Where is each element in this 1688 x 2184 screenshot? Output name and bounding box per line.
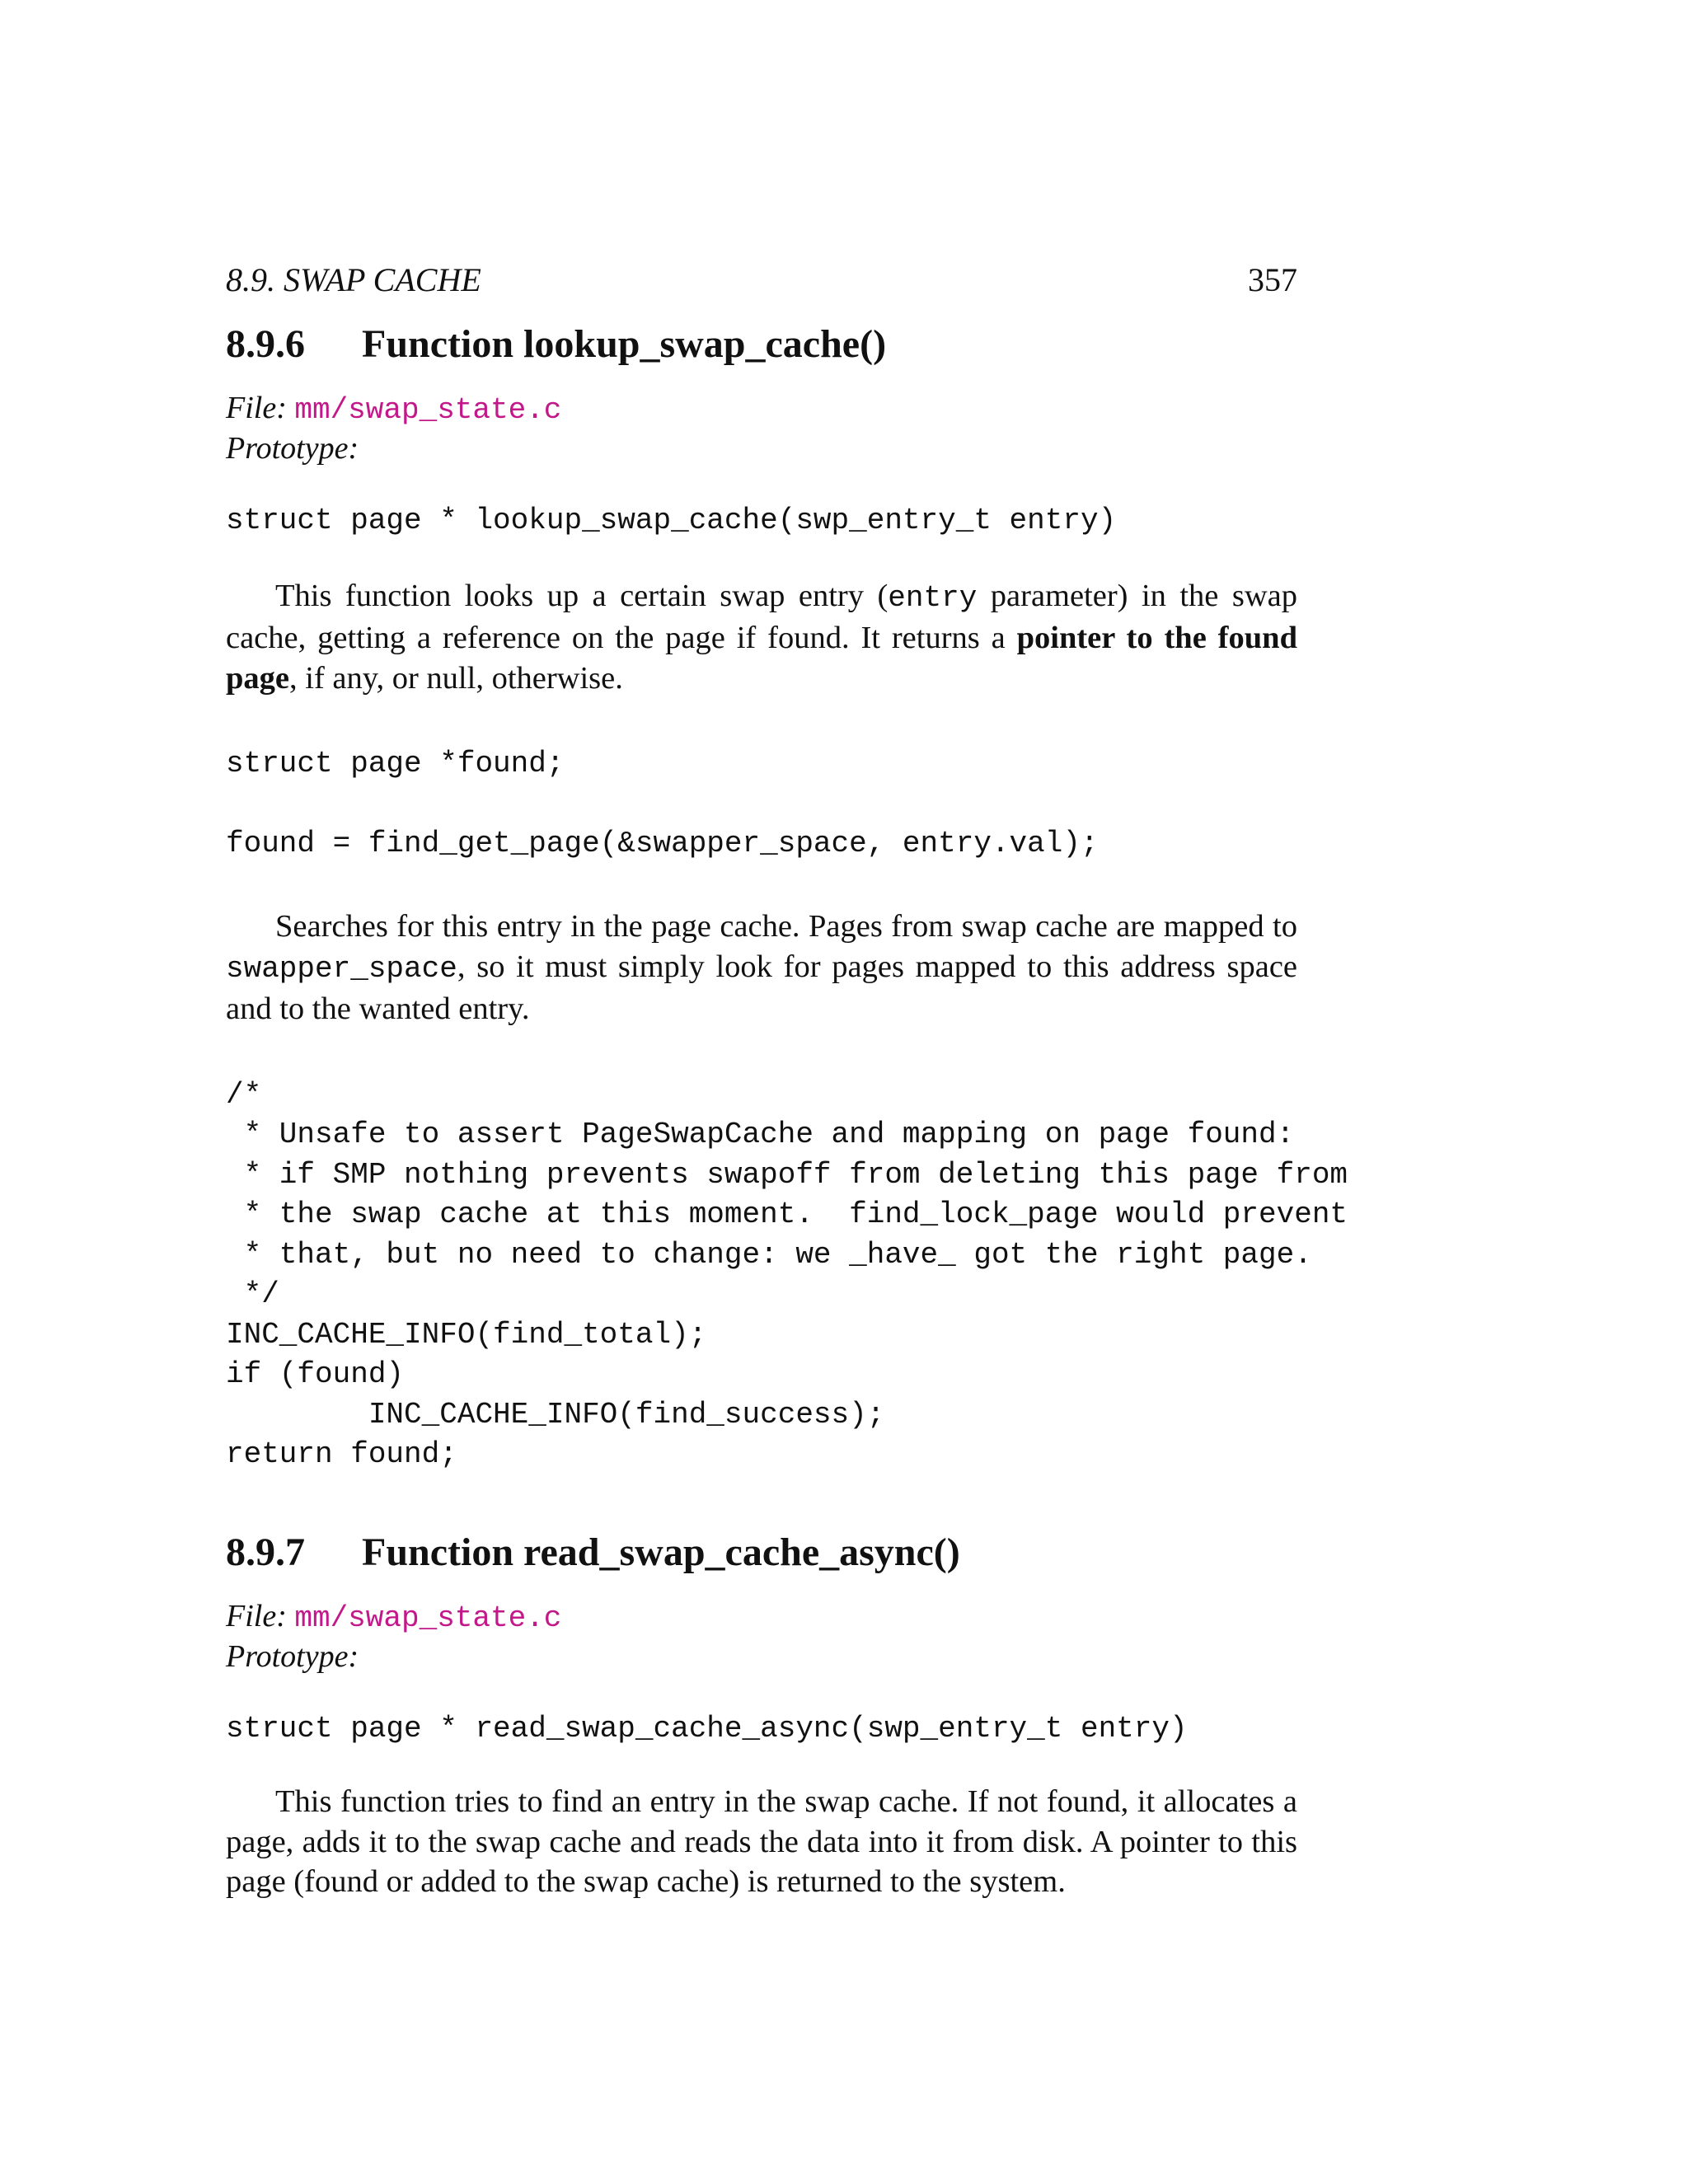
- code-block-comment: /* * Unsafe to assert PageSwapCache and mapping on page found: * if SMP nothing prevents swapoff from deleting this page from * the swap cache at this moment. find_lock_page would prevent * that, but no need to change: we _have_ got the right page. */ INC_CACHE_INFO(find_total); if (found) INC_CACHE_INFO(find_success); return found;: [226, 1077, 1348, 1471]
- description-paragraph: [226, 576, 1297, 699]
- text-run: parameter) in the swap cache, getting a reference on the page if found. It returns a: [226, 578, 1297, 655]
- running-header: [226, 255, 1297, 305]
- prototype-code: struct page * lookup_swap_cache(swp_entry_t entry): [226, 504, 1117, 537]
- file-label: File:: [226, 391, 287, 425]
- inline-code: entry: [888, 580, 978, 615]
- section-title: Function read_swap_cache_async(): [362, 1530, 960, 1574]
- section-number: 8.9.7: [226, 1530, 305, 1574]
- section-number: 8.9.6: [226, 322, 305, 366]
- inline-code: swapper_space: [226, 951, 457, 986]
- file-info: [226, 1597, 1297, 1676]
- prototype-label: Prototype:: [226, 431, 359, 466]
- prototype-label: Prototype:: [226, 1638, 359, 1674]
- document-page: [226, 255, 1348, 1902]
- header-section: 8.9. SWAP CACHE: [226, 261, 481, 298]
- text-run: , so it must simply look for pages mapped to this address space and to the wanted entry.: [226, 949, 1297, 1026]
- text-run: Searches for this entry in the page cache. Pages from swap cache are mapped to: [275, 909, 1297, 944]
- code-block-find: found = find_get_page(&swapper_space, entry.val);: [226, 826, 1099, 860]
- description-paragraph: This function tries to find an entry in the swap cache. If not found, it allocates a page, adds it to the swap cache and reads the data into it from disk. A pointer to this page (found or added to the swap cache) is returned to the system.: [226, 1784, 1297, 1899]
- section-heading-8-9-7: [226, 1528, 1297, 1577]
- explanation-paragraph: [226, 907, 1297, 1029]
- file-info: [226, 389, 1297, 468]
- code-block-declaration: struct page *found;: [226, 747, 565, 780]
- file-label: File:: [226, 1598, 287, 1633]
- page-number: 357: [1248, 261, 1297, 298]
- text-run: This function looks up a certain swap entry (: [275, 578, 889, 613]
- section-title: Function lookup_swap_cache(): [362, 322, 887, 366]
- prototype-code: struct page * read_swap_cache_async(swp_entry_t entry): [226, 1711, 1188, 1746]
- file-path-link[interactable]: mm/swap_state.c: [294, 1601, 562, 1635]
- text-run: , if any, or null, otherwise.: [289, 660, 623, 696]
- bold-text: pointer to the found page: [226, 621, 1297, 696]
- section-heading-8-9-6: [226, 320, 1297, 369]
- file-path-link[interactable]: mm/swap_state.c: [294, 393, 562, 427]
